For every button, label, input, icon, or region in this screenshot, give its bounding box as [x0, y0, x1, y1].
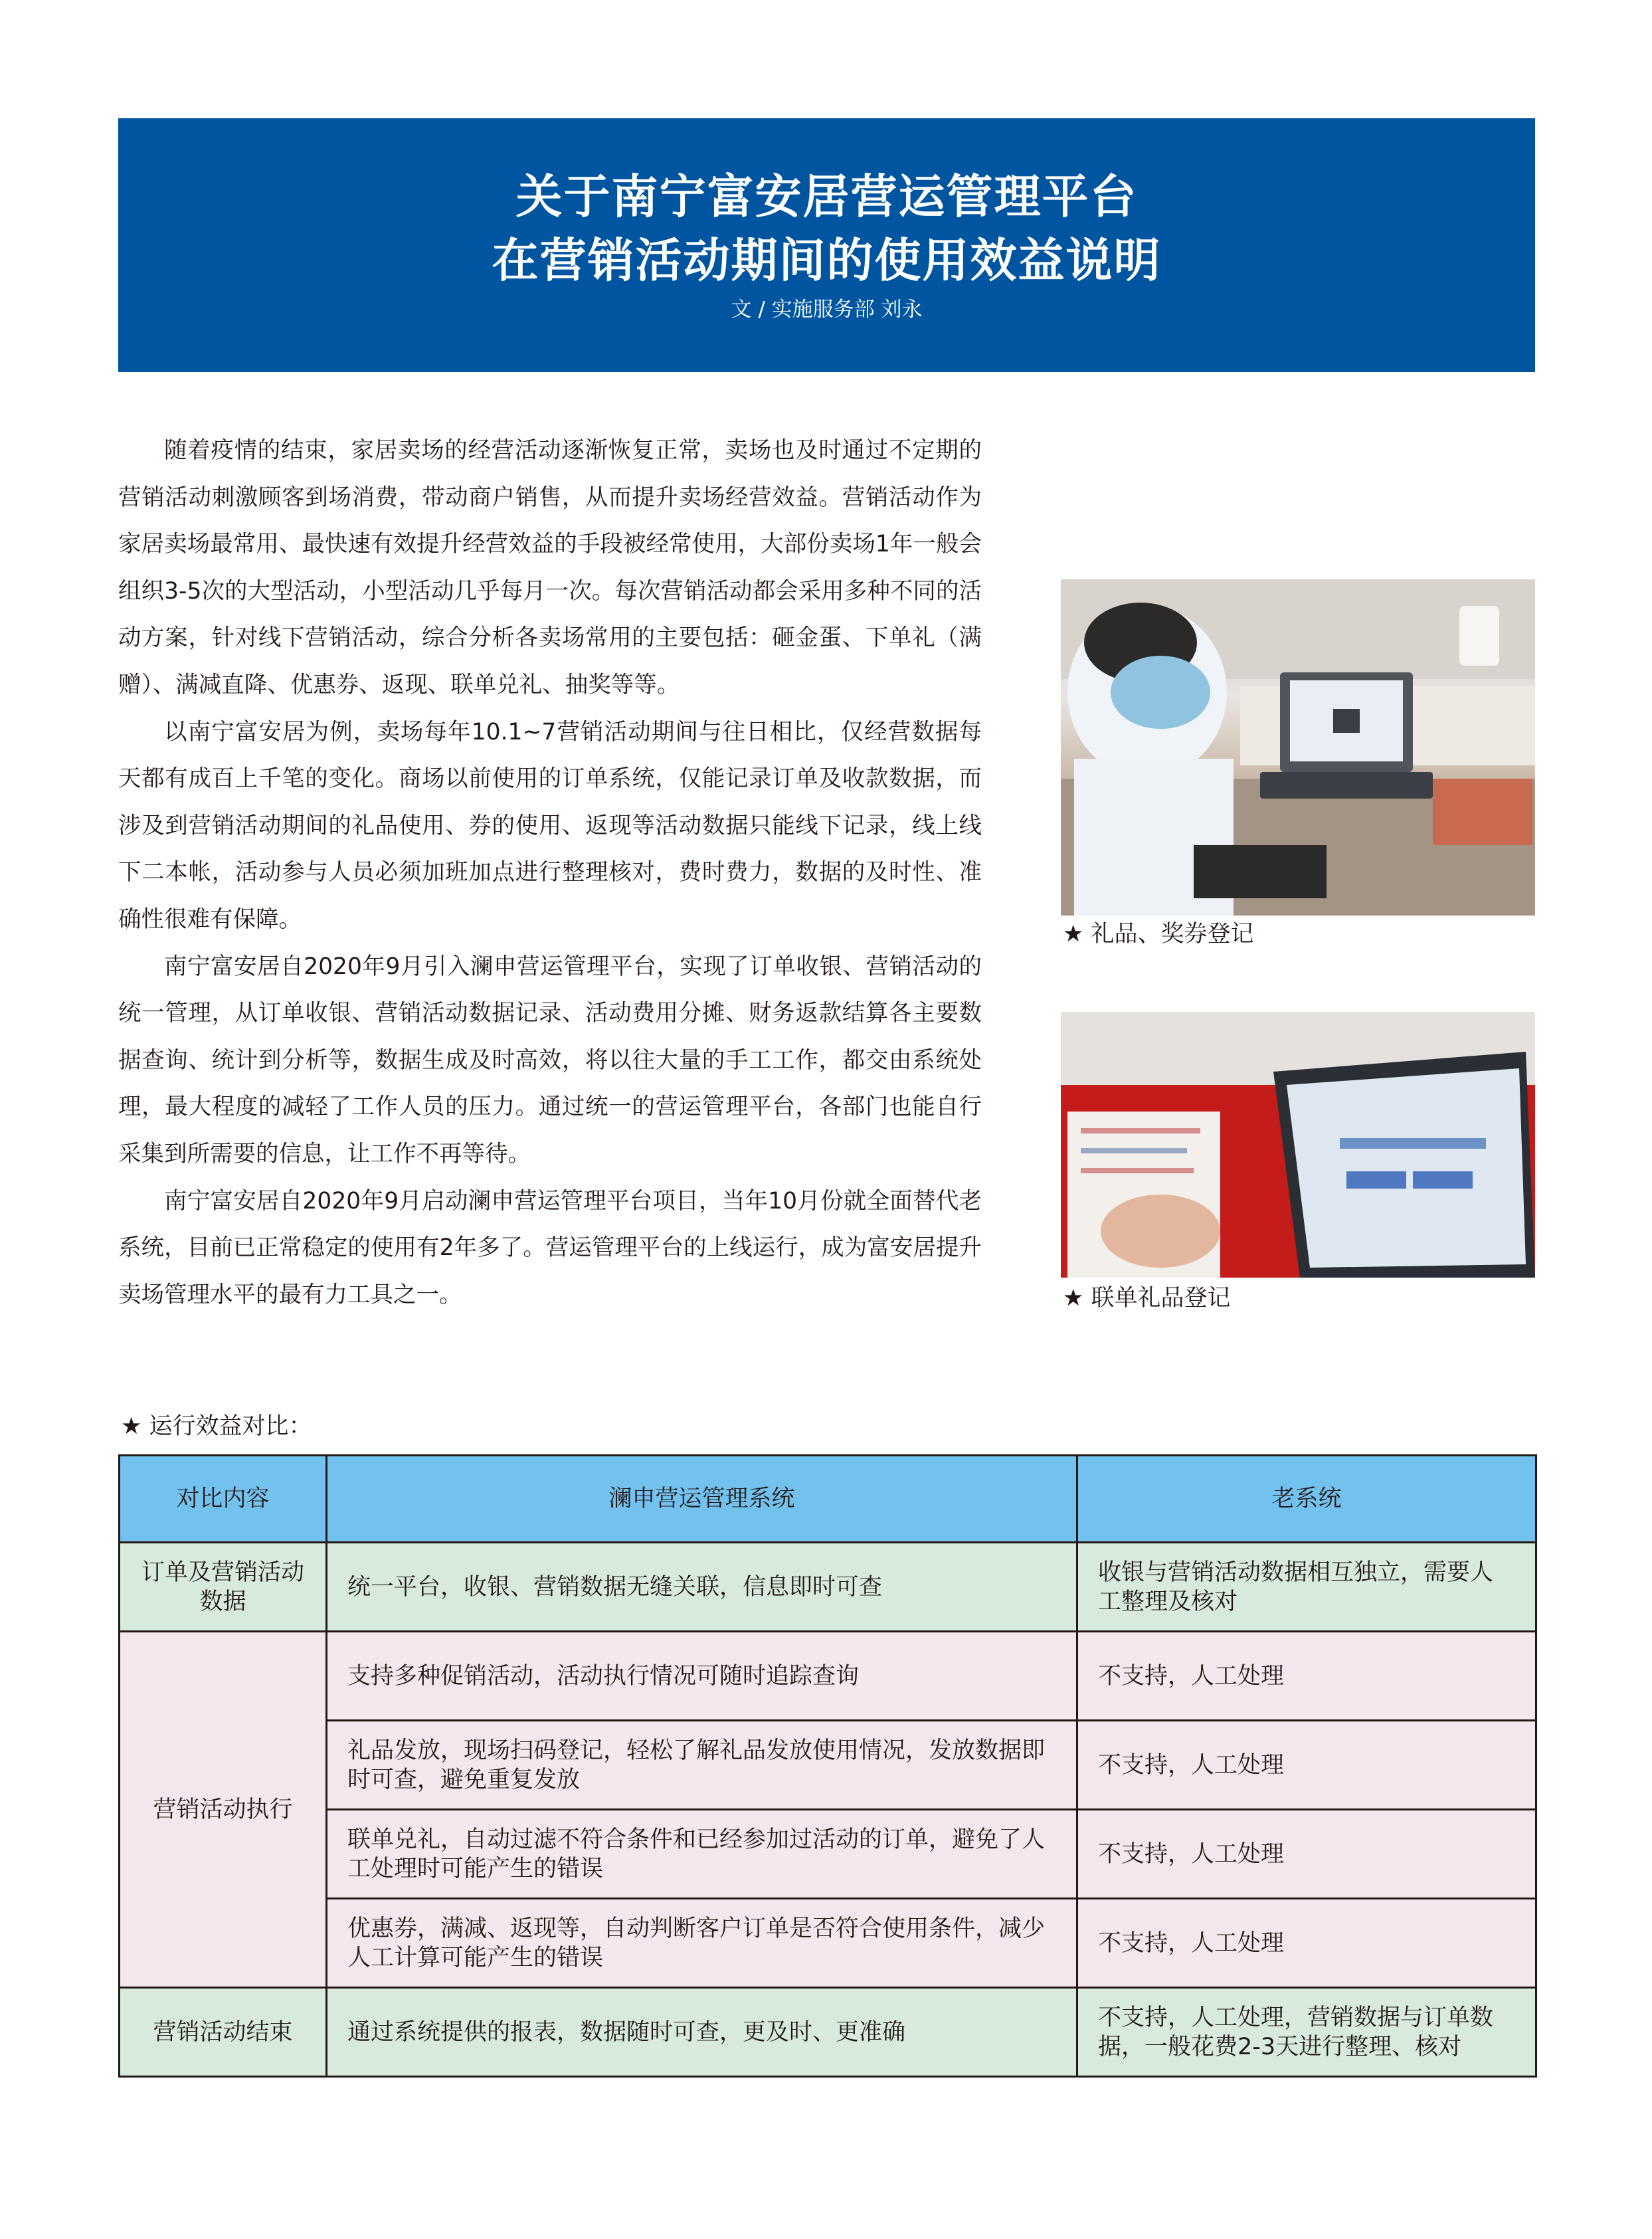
article-body	[118, 427, 982, 1318]
table-row	[120, 1899, 1536, 1988]
new-system-cell: 通过系统提供的报表，数据随时可查，更及时、更准确	[327, 1988, 1077, 2077]
photo-caption-1: ★ 礼品、奖券登记	[1063, 921, 1254, 947]
category-cell: 营销活动执行	[120, 1632, 327, 1988]
old-system-cell: 不支持，人工处理	[1077, 1721, 1536, 1810]
comparison-label: ★ 运行效益对比：	[121, 1413, 312, 1440]
old-system-cell: 收银与营销活动数据相互独立，需要人工整理及核对	[1077, 1543, 1536, 1632]
paragraph-1: 随着疫情的结束，家居卖场的经营活动逐渐恢复正常，卖场也及时通过不定期的营销活动刺激顾客到场消费，带动商户销售，从而提升卖场经营效益。营销活动作为家居卖场最常用、最快速有效提升经营效益的手段被经常使用，大部份卖场1年一般会组织3-5次的大型活动，小型活动几乎每月一次。每次营销活动都会采用多种不同的活动方案，针对线下营销活动，综合分析各卖场常用的主要包括：砸金蛋、下单礼（满赠）、满减直降、优惠券、返现、联单兑礼、抽奖等等。	[118, 437, 982, 698]
header-old-system: 老系统	[1077, 1456, 1536, 1543]
header-category: 对比内容	[120, 1456, 327, 1543]
header-new-system: 澜申营运管理系统	[327, 1456, 1077, 1543]
category-cell: 营销活动结束	[120, 1988, 327, 2077]
photo-gift-registration-illustration	[1061, 579, 1535, 916]
comparison-table	[118, 1454, 1537, 2078]
category-cell: 订单及营销活动数据	[120, 1543, 327, 1632]
table-row	[120, 1988, 1536, 2077]
title-line-1: 关于南宁富安居营运管理平台	[515, 169, 1138, 224]
old-system-cell: 不支持，人工处理	[1077, 1899, 1536, 1988]
photo-gift-registration	[1061, 579, 1535, 916]
table-header-row	[120, 1456, 1536, 1543]
old-system-cell: 不支持，人工处理，营销数据与订单数据，一般花费2-3天进行整理、核对	[1077, 1988, 1536, 2077]
paragraph-2: 以南宁富安居为例，卖场每年10.1~7营销活动期间与往日相比，仅经营数据每天都有成百上千笔的变化。商场以前使用的订单系统，仅能记录订单及收款数据，而涉及到营销活动期间的礼品使用、券的使用、返现等活动数据只能线下记录，线上线下二本帐，活动参与人员必须加班加点进行整理核对，费时费力，数据的及时性、准确性很难有保障。	[118, 718, 982, 933]
paragraph-4: 南宁富安居自2020年9月启动澜申营运管理平台项目，当年10月份就全面替代老系统，目前已正常稳定的使用有2年多了。营运管理平台的上线运行，成为富安居提升卖场管理水平的最有力工具之一。	[118, 1187, 982, 1308]
new-system-cell: 优惠券，满减、返现等，自动判断客户订单是否符合使用条件，减少人工计算可能产生的错误	[327, 1899, 1077, 1988]
new-system-cell: 支持多种促销活动，活动执行情况可随时追踪查询	[327, 1632, 1077, 1721]
new-system-cell: 礼品发放，现场扫码登记，轻松了解礼品发放使用情况，发放数据即时可查，避免重复发放	[327, 1721, 1077, 1810]
paragraph-3: 南宁富安居自2020年9月引入澜申营运管理平台，实现了订单收银、营销活动的统一管理，从订单收银、营销活动数据记录、活动费用分摊、财务返款结算各主要数据查询、统计到分析等，数据生成及时高效，将以往大量的手工工作，都交由系统处理，最大程度的减轻了工作人员的压力。通过统一的营运管理平台，各部门也能自行采集到所需要的信息，让工作不再等待。	[118, 953, 982, 1167]
table-row	[120, 1721, 1536, 1810]
photo-tablet-registration-illustration	[1061, 1012, 1535, 1278]
photo-tablet-registration	[1061, 1012, 1535, 1278]
new-system-cell: 统一平台，收银、营销数据无缝关联，信息即时可查	[327, 1543, 1077, 1632]
new-system-cell: 联单兑礼，自动过滤不符合条件和已经参加过活动的订单，避免了人工处理时可能产生的错误	[327, 1810, 1077, 1899]
old-system-cell: 不支持，人工处理	[1077, 1810, 1536, 1899]
byline: 文 / 实施服务部 刘永	[731, 298, 923, 322]
title-banner	[118, 118, 1535, 372]
table-row	[120, 1810, 1536, 1899]
old-system-cell: 不支持，人工处理	[1077, 1632, 1536, 1721]
table-row	[120, 1632, 1536, 1721]
photo-caption-2: ★ 联单礼品登记	[1063, 1285, 1231, 1312]
title-line-2: 在营销活动期间的使用效益说明	[492, 233, 1162, 288]
table-row	[120, 1543, 1536, 1632]
